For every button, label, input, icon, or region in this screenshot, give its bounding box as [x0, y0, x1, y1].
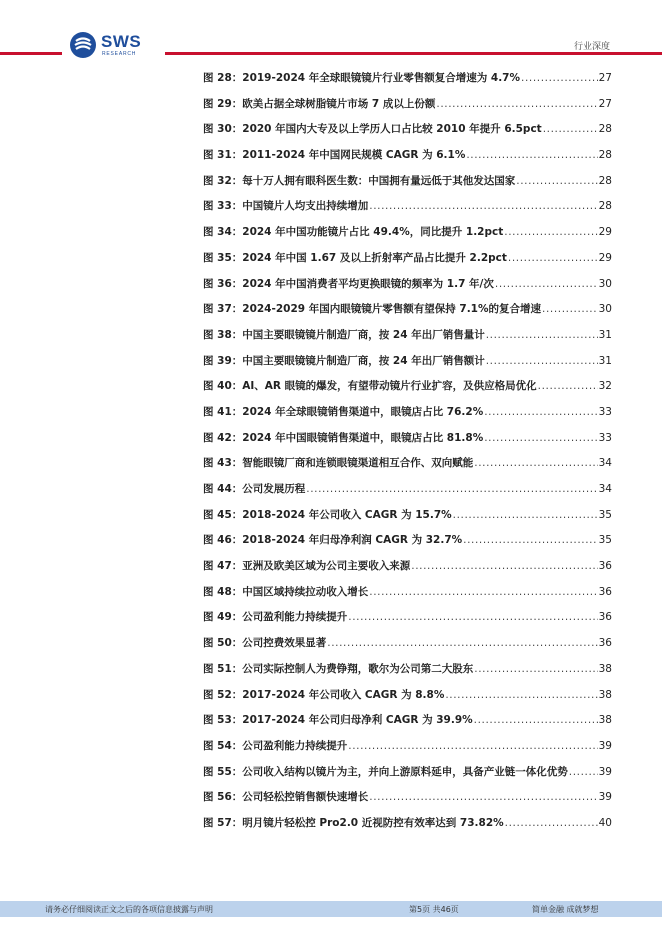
- toc-entry[interactable]: [203, 250, 612, 276]
- toc-entry[interactable]: [203, 584, 612, 610]
- toc-entry[interactable]: [203, 121, 612, 147]
- toc-entry[interactable]: [203, 712, 612, 738]
- toc-dot-leader: [474, 714, 598, 726]
- toc-entry-title: 图 47：亚洲及欧美区域为公司主要收入来源: [203, 560, 411, 573]
- header-rule-right: [165, 52, 662, 55]
- toc-entry[interactable]: [203, 430, 612, 456]
- toc-entry-title: 图 29：欧美占据全球树脂镜片市场 7 成以上份额: [203, 97, 436, 110]
- toc-entry-page: 38: [598, 662, 612, 675]
- toc-entry[interactable]: [203, 276, 612, 302]
- toc-dot-leader: [542, 303, 598, 315]
- toc-entry-page: 39: [598, 765, 612, 778]
- toc-entry-title: 图 53：2017-2024 年公司归母净利 CAGR 为 39.9%: [203, 714, 473, 727]
- toc-entry[interactable]: [203, 687, 612, 713]
- toc-entry-page: 28: [598, 123, 612, 136]
- footer-slogan: 简单金融 成就梦想: [532, 905, 599, 914]
- toc-entry-title: 图 54：公司盈利能力持续提升: [203, 739, 348, 752]
- toc-entry-page: 30: [598, 277, 612, 290]
- toc-entry-page: 28: [598, 149, 612, 162]
- toc-dot-leader: [538, 380, 598, 392]
- toc-entry-title: 图 41：2024 年全球眼镜销售渠道中，眼镜店占比 76.2%: [203, 405, 484, 418]
- toc-dot-leader: [306, 483, 597, 495]
- toc-entry-title: 图 34：2024 年中国功能镜片占比 49.4%，同比提升 1.2pct: [203, 226, 504, 239]
- toc-entry-page: 30: [598, 303, 612, 316]
- toc-entry[interactable]: [203, 481, 612, 507]
- toc-entry-title: 图 49：公司盈利能力持续提升: [203, 611, 348, 624]
- footer-page-number: 第5页 共46页: [409, 905, 459, 914]
- toc-entry[interactable]: [203, 764, 612, 790]
- toc-entry-title: 图 57：明月镜片轻松控 Pro2.0 近视防控有效率达到 73.82%: [203, 816, 504, 829]
- toc-dot-leader: [445, 689, 597, 701]
- toc-dot-leader: [474, 457, 597, 469]
- toc-dot-leader: [453, 509, 598, 521]
- toc-entry-page: 27: [598, 72, 612, 84]
- toc-dot-leader: [369, 200, 597, 212]
- toc-entry-title: 图 52：2017-2024 年公司收入 CAGR 为 8.8%: [203, 688, 445, 701]
- toc-entry-title: 图 55：公司收入结构以镜片为主，并向上游原料延申，具备产业链一体化优势: [203, 765, 568, 778]
- toc-entry-page: 28: [598, 200, 612, 213]
- toc-entry-page: 40: [598, 816, 612, 829]
- toc-entry[interactable]: [203, 301, 612, 327]
- toc-dot-leader: [486, 355, 598, 367]
- toc-entry-page: 39: [598, 791, 612, 804]
- toc-entry[interactable]: [203, 96, 612, 122]
- toc-entry-title: 图 42：2024 年中国眼镜销售渠道中，眼镜店占比 81.8%: [203, 431, 484, 444]
- toc-dot-leader: [484, 406, 597, 418]
- toc-entry-page: 36: [598, 560, 612, 573]
- toc-dot-leader: [466, 149, 597, 161]
- toc-entry[interactable]: [203, 173, 612, 199]
- toc-entry-title: 图 38：中国主要眼镜镜片制造厂商，按 24 年出厂销售量计: [203, 328, 485, 341]
- logo-text: SWS: [101, 32, 142, 51]
- toc-entry-page: 35: [598, 508, 612, 521]
- toc-dot-leader: [436, 98, 597, 110]
- toc-entry-title: 图 44：公司发展历程: [203, 483, 306, 495]
- toc-entry[interactable]: [203, 507, 612, 533]
- sws-logo: [68, 30, 158, 60]
- toc-entry-page: 34: [598, 457, 612, 470]
- header-rule-left: [0, 52, 62, 55]
- toc-dot-leader: [348, 740, 597, 752]
- toc-entry-page: 28: [598, 174, 612, 187]
- toc-entry[interactable]: [203, 147, 612, 173]
- sws-logo-icon: [68, 30, 98, 60]
- toc-entry-title: 图 31：2011-2024 年中国网民规模 CAGR 为 6.1%: [203, 149, 466, 162]
- toc-dot-leader: [369, 791, 597, 803]
- toc-entry[interactable]: [203, 404, 612, 430]
- toc-entry[interactable]: [203, 353, 612, 379]
- toc-entry-title: 图 50：公司控费效果显著: [203, 637, 327, 650]
- toc-entry-page: 34: [598, 483, 612, 495]
- toc-entry[interactable]: [203, 789, 612, 815]
- figure-list: [203, 70, 612, 841]
- toc-entry-page: 33: [598, 405, 612, 418]
- toc-entry-page: 27: [598, 97, 612, 110]
- toc-entry-page: 31: [598, 328, 612, 341]
- toc-entry[interactable]: [203, 224, 612, 250]
- toc-entry-title: 图 30：2020 年国内大专及以上学历人口占比较 2010 年提升 6.5pct: [203, 123, 542, 136]
- toc-entry-title: 图 37：2024-2029 年国内眼镜镜片零售额有望保持 7.1%的复合增速: [203, 303, 542, 316]
- toc-entry[interactable]: [203, 327, 612, 353]
- toc-entry-page: 39: [598, 739, 612, 752]
- toc-dot-leader: [486, 329, 598, 341]
- toc-dot-leader: [495, 278, 598, 290]
- toc-entry-page: 31: [598, 354, 612, 367]
- toc-entry-title: 图 51：公司实际控制人为费铮翔，歌尔为公司第二大股东: [203, 662, 474, 675]
- toc-dot-leader: [569, 766, 598, 778]
- toc-dot-leader: [348, 611, 597, 623]
- toc-dot-leader: [521, 72, 598, 84]
- toc-entry-title: 图 32：每十万人拥有眼科医生数：中国拥有量远低于其他发达国家: [203, 174, 516, 187]
- toc-entry-title: 图 39：中国主要眼镜镜片制造厂商，按 24 年出厂销售额计: [203, 354, 485, 367]
- toc-entry[interactable]: [203, 558, 612, 584]
- toc-dot-leader: [508, 252, 598, 264]
- toc-entry-title: 图 36：2024 年中国消费者平均更换眼镜的频率为 1.7 年/次: [203, 277, 494, 290]
- toc-entry-title: 图 28：2019-2024 年全球眼镜镜片行业零售额复合增速为 4.7%: [203, 72, 521, 84]
- toc-entry[interactable]: [203, 815, 612, 841]
- toc-entry-title: 图 35：2024 年中国 1.67 及以上折射率产品占比提升 2.2pct: [203, 251, 507, 264]
- toc-entry-title: 图 33：中国镜片人均支出持续增加: [203, 200, 369, 213]
- toc-dot-leader: [516, 175, 597, 187]
- toc-entry-page: 36: [598, 637, 612, 650]
- toc-entry-page: 38: [598, 714, 612, 727]
- toc-entry-page: 32: [598, 380, 612, 393]
- toc-entry-page: 38: [598, 688, 612, 701]
- toc-entry[interactable]: [203, 635, 612, 661]
- toc-entry-title: 图 43：智能眼镜厂商和连锁眼镜渠道相互合作、双向赋能: [203, 457, 474, 470]
- toc-dot-leader: [543, 123, 598, 135]
- toc-entry[interactable]: [203, 609, 612, 635]
- toc-dot-leader: [369, 586, 597, 598]
- toc-dot-leader: [484, 432, 597, 444]
- logo-subtext: RESEARCH: [102, 51, 137, 57]
- toc-dot-leader: [327, 637, 597, 649]
- toc-entry[interactable]: [203, 738, 612, 764]
- report-category: 行业深度: [573, 42, 610, 52]
- toc-entry-title: 图 45：2018-2024 年公司收入 CAGR 为 15.7%: [203, 508, 452, 521]
- toc-entry[interactable]: [203, 70, 612, 96]
- toc-entry-page: 35: [598, 534, 612, 547]
- footer-disclaimer: 请务必仔细阅读正文之后的各项信息披露与声明: [45, 905, 213, 914]
- toc-dot-leader: [463, 534, 597, 546]
- toc-entry[interactable]: [203, 661, 612, 687]
- toc-dot-leader: [411, 560, 597, 572]
- toc-dot-leader: [504, 226, 597, 238]
- toc-entry[interactable]: [203, 378, 612, 404]
- toc-entry[interactable]: [203, 198, 612, 224]
- toc-dot-leader: [474, 663, 597, 675]
- toc-entry-title: 图 56：公司轻松控销售额快速增长: [203, 791, 369, 804]
- toc-entry-page: 36: [598, 585, 612, 598]
- toc-entry-page: 36: [598, 611, 612, 624]
- toc-entry-page: 33: [598, 431, 612, 444]
- toc-entry[interactable]: [203, 532, 612, 558]
- toc-entry-title: 图 48：中国区域持续拉动收入增长: [203, 585, 369, 598]
- toc-entry-page: 29: [598, 226, 612, 239]
- toc-entry[interactable]: [203, 455, 612, 481]
- toc-entry-page: 29: [598, 251, 612, 264]
- toc-entry-title: 图 40：AI、AR 眼镜的爆发，有望带动镜片行业扩容，及供应格局优化: [203, 380, 537, 393]
- toc-dot-leader: [505, 817, 598, 829]
- toc-entry-title: 图 46：2018-2024 年归母净利润 CAGR 为 32.7%: [203, 534, 463, 547]
